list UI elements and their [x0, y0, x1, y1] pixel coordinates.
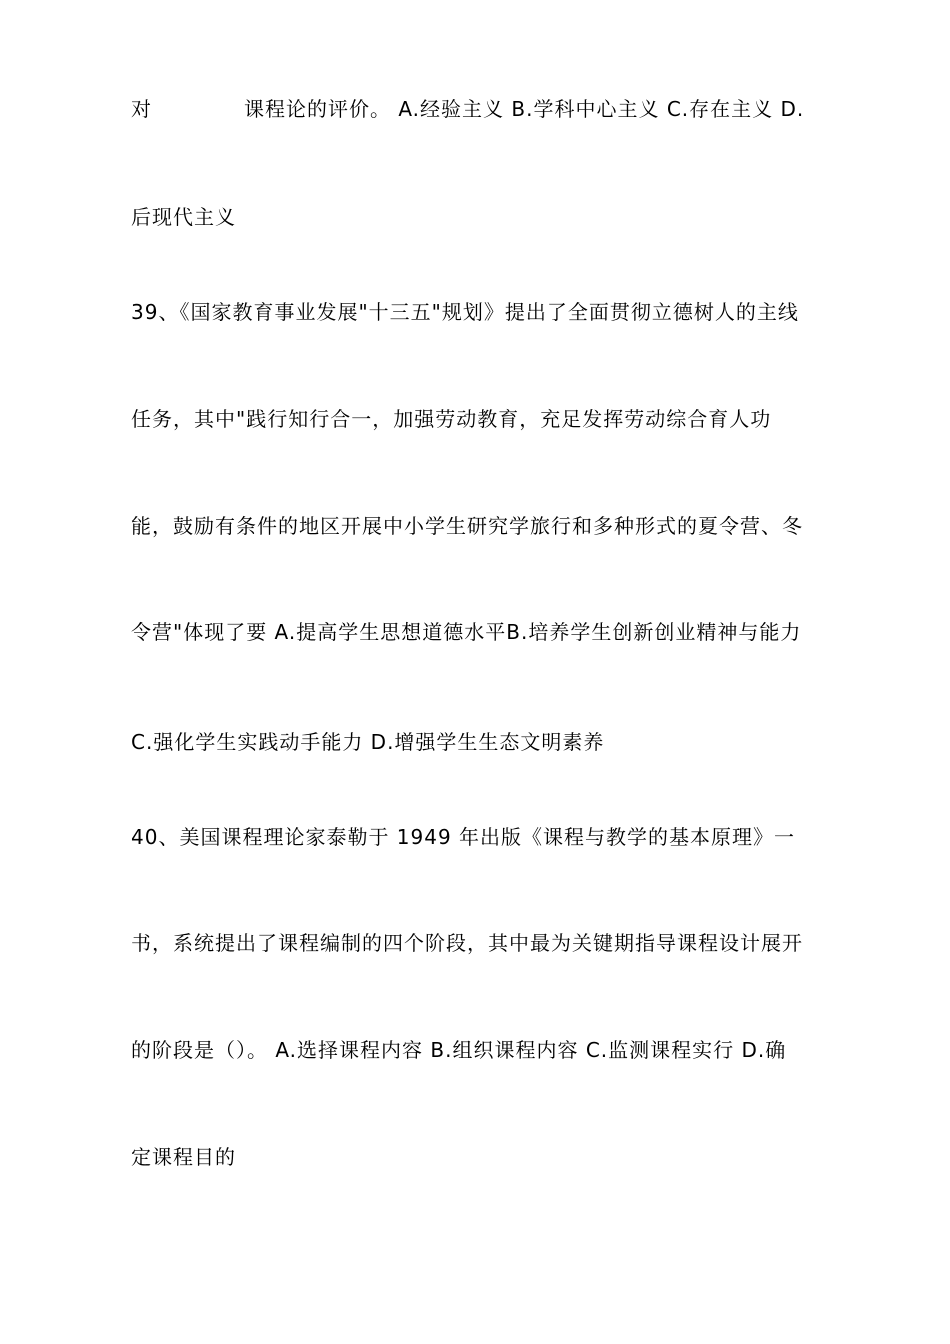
text-line: 令营"体现了要 A.提高学生思想道德水平B.培养学生创新创业精神与能力 — [131, 620, 802, 644]
text-line: 书，系统提出了课程编制的四个阶段，其中最为关键期指导课程设计展开 — [131, 931, 803, 955]
question-40-line: 40、美国课程理论家泰勒于 1949 年出版《课程与教学的基本原理》一 — [131, 825, 796, 849]
text-line: 任务，其中"践行知行合一，加强劳动教育，充足发挥劳动综合育人功 — [131, 407, 772, 431]
text-fragment: 课程论的评价。 A.经验主义 B.学科中心主义 C.存在主义 D. — [244, 97, 805, 121]
question-39-line: 39、《国家教育事业发展"十三五"规划》提出了全面贯彻立德树人的主线 — [131, 300, 799, 324]
text-line: C.强化学生实践动手能力 D.增强学生生态文明素养 — [131, 730, 605, 754]
text-fragment: 对 — [131, 97, 152, 121]
text-line: 的阶段是（）。 A.选择课程内容 B.组织课程内容 C.监测课程实行 D.确 — [131, 1038, 787, 1062]
text-line: 后现代主义 — [131, 205, 236, 229]
text-line: 能，鼓励有条件的地区开展中小学生研究学旅行和多种形式的夏令营、冬 — [131, 514, 803, 538]
text-line: 定课程目的 — [131, 1145, 236, 1169]
text-line-q38-end — [131, 97, 851, 121]
